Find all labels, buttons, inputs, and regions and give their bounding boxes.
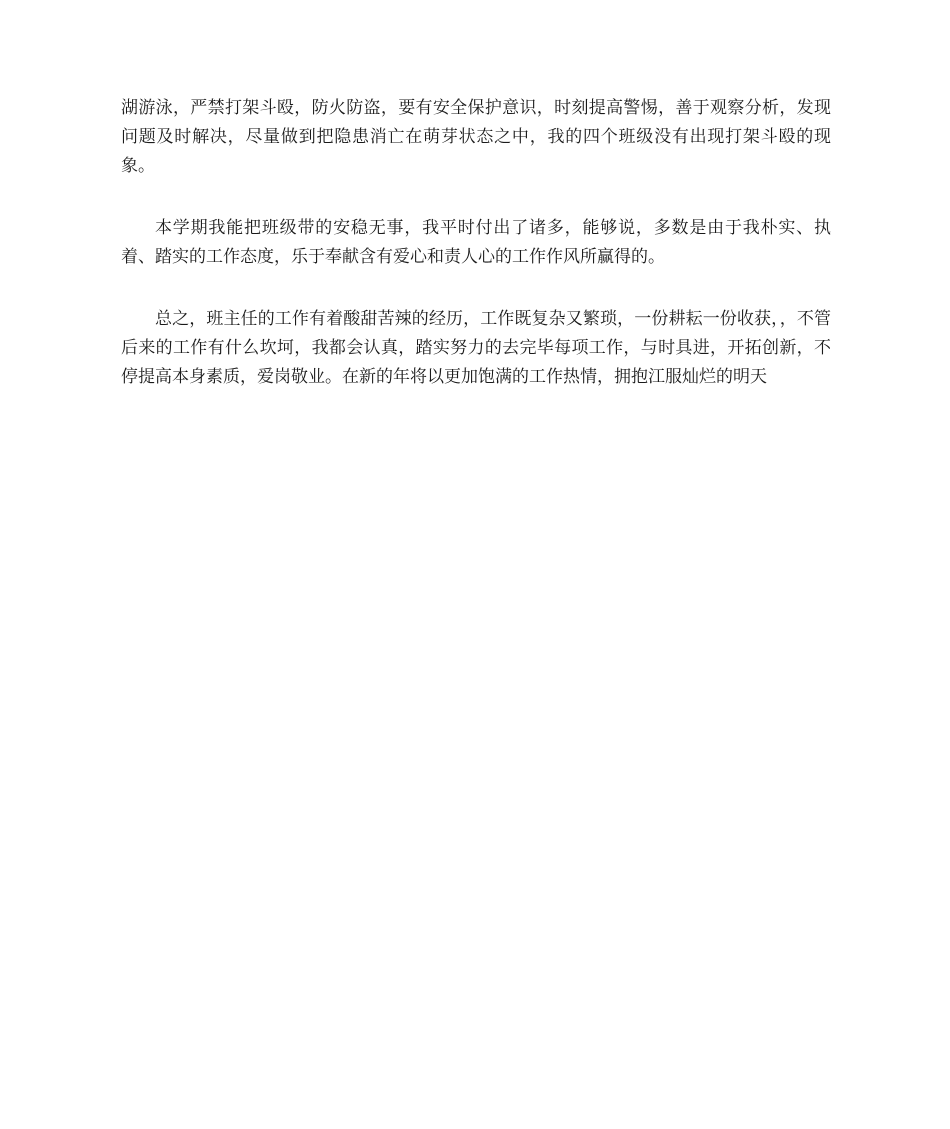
document-body: [121, 94, 831, 425]
paragraph-semester: 本学期我能把班级带的安稳无事，我平时付出了诸多，能够说，多数是由于我朴实、执着、踏实的工作态度，乐于奉献含有爱心和责人心的工作作风所赢得的。: [121, 218, 831, 267]
paragraph-safety: 湖游泳，严禁打架斗殴，防火防盗，要有安全保护意识，时刻提高警惕，善于观察分析，发现问题及时解决，尽量做到把隐患消亡在萌芽状态之中，我的四个班级没有出现打架斗殴的现象。: [121, 98, 831, 176]
paragraph-summary: 总之，班主任的工作有着酸甜苦辣的经历，工作既复杂又繁琐，一份耕耘一份收获，，不管后来的工作有什么坎坷，我都会认真，踏实努力的去完毕每项工作，与时具进，开拓创新，不停提高本身素质，爱岗敬业。在新的年将以更加饱满的工作热情，拥抱江服灿烂的明天: [121, 309, 831, 387]
